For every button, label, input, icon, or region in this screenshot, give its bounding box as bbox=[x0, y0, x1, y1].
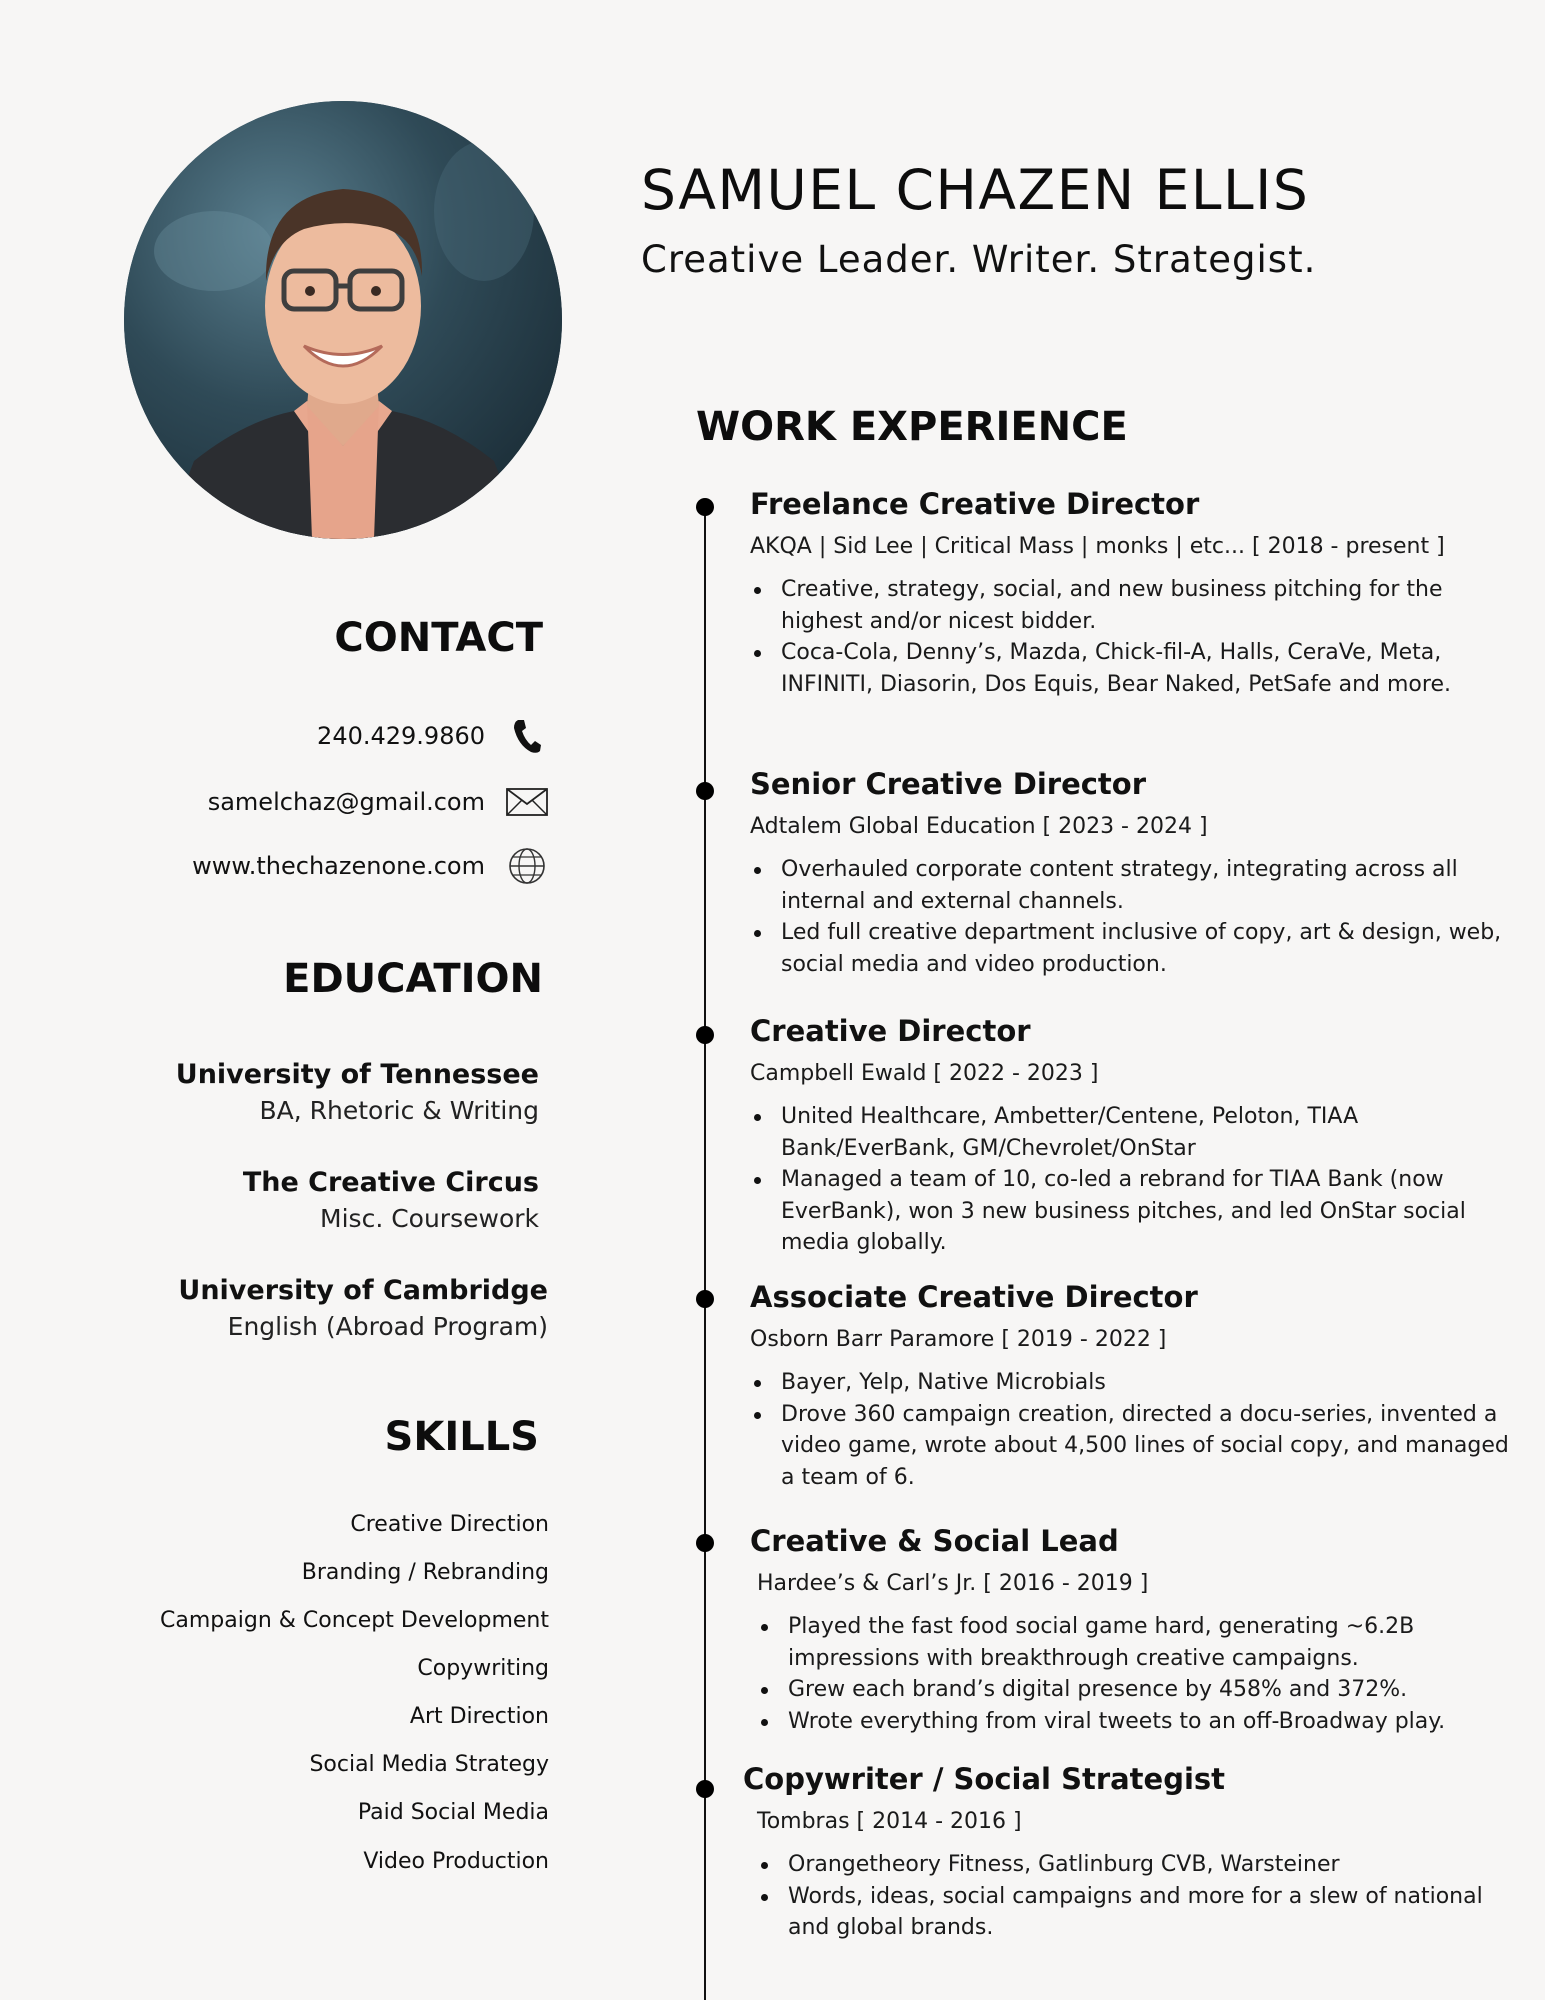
job-bullets bbox=[750, 1611, 1490, 1737]
job-bullet: Wrote everything from viral tweets to an off-Broadway play. bbox=[757, 1706, 1490, 1738]
job-bullet: Drove 360 campaign creation, directed a docu-series, invented a video game, wrote about 4,500 lines of social copy, and managed a team of 6. bbox=[750, 1399, 1510, 1494]
skill-item: Paid Social Media bbox=[357, 1800, 549, 1825]
job-bullet: United Healthcare, Ambetter/Centene, Peloton, TIAA Bank/EverBank, GM/Chevrolet/OnStar bbox=[750, 1101, 1510, 1164]
school-name: University of Tennessee bbox=[175, 1059, 539, 1090]
email-address[interactable]: samelchaz@gmail.com bbox=[207, 788, 485, 816]
candidate-name: SAMUEL CHAZEN ELLIS bbox=[641, 158, 1310, 222]
job-company: Adtalem Global Education [ 2023 - 2024 ] bbox=[750, 814, 1208, 839]
education-item bbox=[178, 1273, 548, 1345]
job-title: Creative & Social Lead bbox=[750, 1524, 1119, 1558]
skill-item: Art Direction bbox=[409, 1704, 549, 1729]
school-name: The Creative Circus bbox=[242, 1167, 539, 1198]
education-item bbox=[176, 1057, 539, 1129]
job-entry bbox=[750, 1522, 1490, 1737]
job-company: Hardee’s & Carl’s Jr. [ 2016 - 2019 ] bbox=[757, 1571, 1149, 1596]
job-bullet: Orangetheory Fitness, Gatlinburg CVB, Warsteiner bbox=[757, 1849, 1503, 1881]
skill-item: Branding / Rebranding bbox=[301, 1560, 549, 1585]
timeline-dot bbox=[696, 1290, 714, 1308]
job-company: Tombras [ 2014 - 2016 ] bbox=[757, 1809, 1022, 1834]
website-link[interactable]: www.thechazenone.com bbox=[192, 852, 485, 880]
job-bullets bbox=[750, 854, 1510, 980]
skill-item: Social Media Strategy bbox=[309, 1752, 549, 1777]
job-company: Campbell Ewald [ 2022 - 2023 ] bbox=[750, 1061, 1099, 1086]
skill-item: Campaign & Concept Development bbox=[160, 1608, 549, 1633]
contact-email-row bbox=[208, 780, 549, 824]
job-company: AKQA | Sid Lee | Critical Mass | monks | etc... [ 2018 - present ] bbox=[750, 534, 1445, 559]
degree-name: Misc. Coursework bbox=[320, 1204, 539, 1233]
job-bullets bbox=[750, 1367, 1510, 1493]
job-bullet: Grew each brand’s digital presence by 458% and 372%. bbox=[757, 1674, 1490, 1706]
timeline-dot bbox=[696, 1780, 714, 1798]
job-bullet: Creative, strategy, social, and new business pitching for the highest and/or nicest bidder. bbox=[750, 574, 1510, 637]
job-bullet: Words, ideas, social campaigns and more for a slew of national and global brands. bbox=[757, 1881, 1503, 1944]
timeline-dot bbox=[696, 1534, 714, 1552]
profile-photo bbox=[124, 101, 562, 539]
timeline-dot bbox=[696, 782, 714, 800]
timeline-dot bbox=[696, 1026, 714, 1044]
job-bullets bbox=[750, 1101, 1510, 1259]
contact-heading: CONTACT bbox=[334, 615, 543, 661]
contact-website-row bbox=[192, 844, 549, 888]
education-heading: EDUCATION bbox=[283, 956, 543, 1002]
job-entry bbox=[750, 1278, 1510, 1493]
job-bullet: Managed a team of 10, co-led a rebrand for TIAA Bank (now EverBank), won 3 new business pitches, and led OnStar social media globally. bbox=[750, 1164, 1510, 1259]
work-experience-heading: WORK EXPERIENCE bbox=[696, 404, 1128, 450]
job-bullet: Coca-Cola, Denny’s, Mazda, Chick-fil-A, Halls, CeraVe, Meta, INFINITI, Diasorin, Dos Equis, Bear Naked, PetSafe and more. bbox=[750, 637, 1510, 700]
job-bullets bbox=[750, 574, 1510, 700]
job-title: Associate Creative Director bbox=[750, 1280, 1198, 1314]
job-title: Senior Creative Director bbox=[750, 767, 1147, 801]
job-title: Freelance Creative Director bbox=[750, 487, 1200, 521]
skills-heading: SKILLS bbox=[384, 1414, 539, 1460]
job-bullets bbox=[743, 1849, 1503, 1944]
job-entry bbox=[750, 1012, 1510, 1259]
job-entry bbox=[750, 765, 1510, 980]
job-bullet: Played the fast food social game hard, generating ~6.2B impressions with breakthrough creative campaigns. bbox=[757, 1611, 1490, 1674]
education-item bbox=[243, 1165, 539, 1237]
skill-item: Creative Direction bbox=[350, 1512, 549, 1537]
job-bullet: Bayer, Yelp, Native Microbials bbox=[750, 1367, 1510, 1399]
candidate-tagline: Creative Leader. Writer. Strategist. bbox=[641, 238, 1317, 281]
job-bullet: Led full creative department inclusive of copy, art & design, web, social media and video production. bbox=[750, 917, 1510, 980]
job-title: Copywriter / Social Strategist bbox=[743, 1762, 1226, 1796]
phone-number[interactable]: 240.429.9860 bbox=[317, 722, 485, 750]
degree-name: English (Abroad Program) bbox=[227, 1312, 548, 1341]
job-title: Creative Director bbox=[750, 1014, 1031, 1048]
timeline-dot bbox=[696, 498, 714, 516]
skill-item: Video Production bbox=[363, 1849, 549, 1874]
phone-icon bbox=[505, 714, 549, 758]
degree-name: BA, Rhetoric & Writing bbox=[259, 1096, 539, 1125]
skill-item: Copywriting bbox=[417, 1656, 549, 1681]
mail-icon bbox=[505, 780, 549, 824]
job-entry bbox=[743, 1760, 1503, 1944]
job-entry bbox=[750, 485, 1510, 700]
school-name: University of Cambridge bbox=[178, 1275, 548, 1306]
job-company: Osborn Barr Paramore [ 2019 - 2022 ] bbox=[750, 1327, 1167, 1352]
globe-icon bbox=[505, 844, 549, 888]
contact-phone-row bbox=[317, 714, 549, 758]
timeline-line bbox=[704, 505, 706, 2000]
job-bullet: Overhauled corporate content strategy, integrating across all internal and external channels. bbox=[750, 854, 1510, 917]
